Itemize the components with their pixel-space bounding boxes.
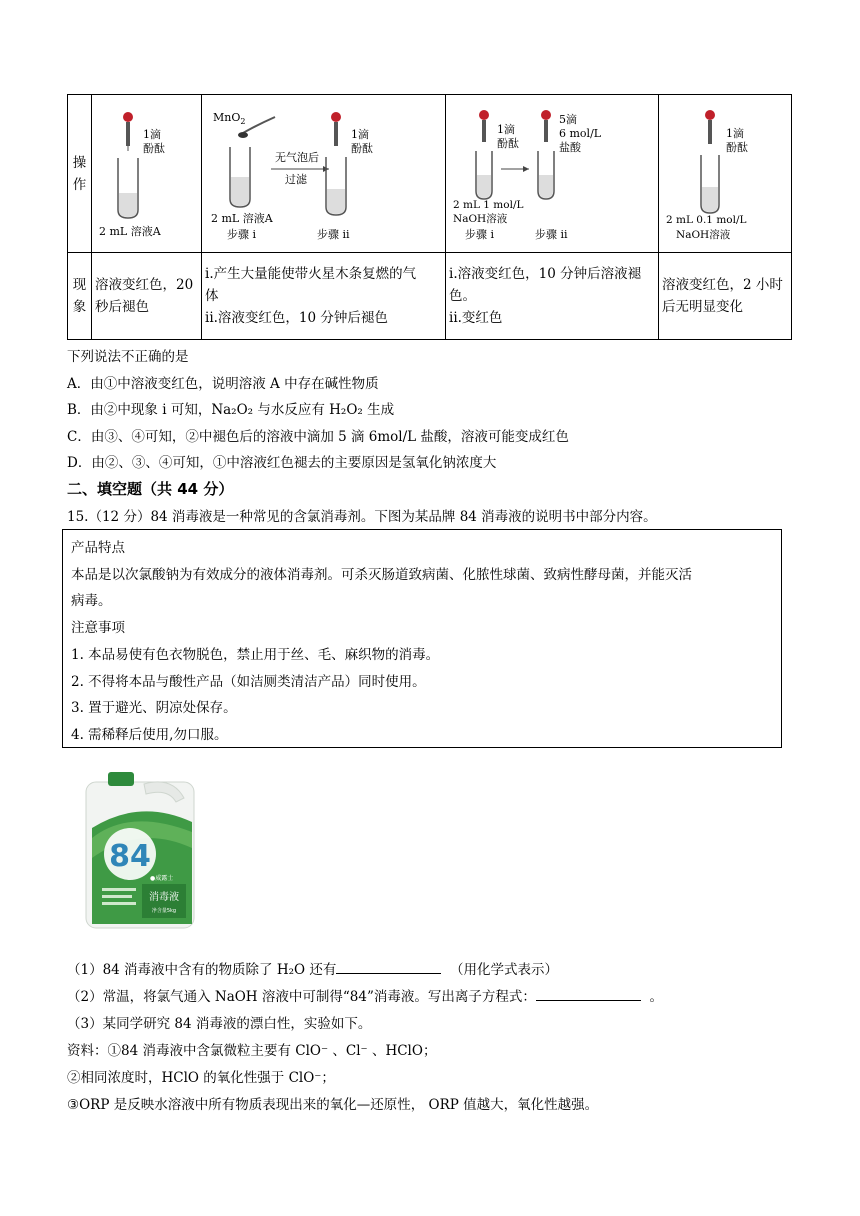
info-note-2: ②相同浓度时，HClO 的氧化性强于 ClO⁻； [67, 1070, 335, 1086]
option-c: C．由③、④可知，②中褪色后的溶液中滴加 5 滴 6mol/L 盐酸，溶液可能变成红色 [67, 429, 569, 445]
svg-text:步骤 ii: 步骤 ii [535, 228, 568, 241]
svg-text:2 mL 溶液A: 2 mL 溶液A [99, 225, 161, 238]
svg-text:酚酞: 酚酞 [351, 142, 373, 155]
svg-text:MnO2: MnO$_2$ [213, 111, 246, 126]
svg-text:步骤 i: 步骤 i [227, 228, 257, 241]
svg-text:净含量5kg: 净含量5kg [151, 908, 177, 914]
info-note-1: 资料：①84 消毒液中含氯微粒主要有 ClO⁻ 、Cl⁻ 、HClO； [67, 1043, 437, 1059]
info-line: 2. 不得将本品与酸性产品（如洁厕类清洁产品）同时使用。 [71, 674, 426, 690]
test-tube-icon [538, 151, 554, 199]
svg-text:无气泡后: 无气泡后 [275, 151, 319, 164]
dropper-icon [123, 112, 133, 151]
option-d: D．由②、③、④可知，①中溶液红色褪去的主要原因是氢氧化钠浓度大 [67, 455, 497, 471]
option-a: A．由①中溶液变红色，说明溶液 A 中存在碱性物质 [67, 376, 379, 392]
svg-text:5滴: 5滴 [559, 113, 577, 126]
svg-text:步骤 ii: 步骤 ii [317, 228, 350, 241]
option-b: B．由②中现象 i 可知，Na₂O₂ 与水反应有 H₂O₂ 生成 [67, 402, 395, 418]
svg-text:酚酞: 酚酞 [497, 137, 519, 150]
test-tube-icon [476, 151, 492, 199]
svg-text:1滴: 1滴 [143, 128, 161, 141]
svg-text:●威露士: ●威露士 [150, 875, 174, 882]
question-2: （2）常温，将氯气通入 NaOH 溶液中可制得“84”消毒液。写出离子方程式： 。 [67, 989, 663, 1005]
svg-text:酚酞: 酚酞 [143, 142, 165, 155]
answer-blank[interactable] [336, 961, 441, 974]
diagram-1-cell [92, 95, 202, 253]
svg-text:NaOH溶液: NaOH溶液 [453, 213, 508, 225]
answer-blank[interactable] [536, 988, 641, 1001]
observation-4: 溶液变红色，2 小时 后无明显变化 [659, 253, 792, 340]
dropper-icon [331, 112, 341, 146]
info-note-3: ③ORP 是反映水溶液中所有物质表现出来的氧化—还原性， ORP 值越大，氧化性越强。 [67, 1097, 599, 1113]
row-label-operation: 操 作 [68, 95, 92, 253]
dropper-icon [479, 110, 489, 142]
info-line: 产品特点 [71, 540, 125, 556]
info-line: 病毒。 [71, 593, 112, 609]
svg-text:1滴: 1滴 [726, 127, 744, 140]
diagram-3 [449, 95, 656, 245]
info-line: 1. 本品易使有色衣物脱色，禁止用于丝、毛、麻织物的消毒。 [71, 647, 440, 663]
svg-text:过滤: 过滤 [285, 173, 307, 186]
svg-text:2 mL 1 mol/L: 2 mL 1 mol/L [453, 199, 524, 211]
svg-text:NaOH溶液: NaOH溶液 [676, 229, 731, 241]
spatula-icon [243, 117, 275, 133]
info-line: 3. 置于避光、阴凉处保存。 [71, 700, 237, 716]
dropper-icon [541, 110, 551, 142]
question-stem: 下列说法不正确的是 [67, 349, 189, 365]
svg-text:2 mL 0.1 mol/L: 2 mL 0.1 mol/L [666, 214, 747, 226]
dropper-icon [705, 110, 715, 144]
test-tube-icon [118, 158, 138, 218]
info-line: 4. 需稀释后使用,勿口服。 [71, 727, 228, 743]
svg-text:消毒液: 消毒液 [149, 892, 179, 903]
svg-text:步骤 i: 步骤 i [465, 228, 495, 241]
observation-2: i.产生大量能使带火星木条复燃的气 体 ii.溶液变红色，10 分钟后褪色 [202, 253, 446, 340]
disinfectant-bottle-image [80, 768, 200, 932]
svg-text:84: 84 [109, 839, 151, 874]
test-tube-icon [230, 147, 250, 207]
svg-text:1滴: 1滴 [351, 128, 369, 141]
diagram-2 [205, 95, 443, 245]
svg-text:6 mol/L: 6 mol/L [559, 127, 602, 140]
svg-text:酚酞: 酚酞 [726, 141, 748, 154]
svg-text:盐酸: 盐酸 [559, 141, 581, 154]
row-label-observation: 现 象 [68, 253, 92, 340]
test-tube-icon [326, 157, 346, 215]
question-1: （1）84 消毒液中含有的物质除了 H₂O 还有 （用化学式表示） [67, 962, 558, 978]
question-15-intro: 15.（12 分）84 消毒液是一种常见的含氯消毒剂。下图为某品牌 84 消毒液的说明书中部分内容。 [67, 509, 657, 525]
test-tube-icon [701, 155, 719, 213]
observation-1: 溶液变红色，20 秒后褪色 [92, 253, 202, 340]
experiment-table [67, 94, 792, 340]
product-info-box [62, 529, 782, 748]
info-line: 注意事项 [71, 620, 125, 636]
diagram-2-cell [202, 95, 446, 253]
svg-text:1滴: 1滴 [497, 123, 515, 136]
diagram-4 [662, 95, 789, 245]
info-line: 本品是以次氯酸钠为有效成分的液体消毒剂。可杀灭肠道致病菌、化脓性球菌、致病性酵母菌，并能灭活 [71, 567, 692, 583]
diagram-3-cell [446, 95, 659, 253]
observation-3: i.溶液变红色，10 分钟后溶液褪 色。 ii.变红色 [446, 253, 659, 340]
diagram-4-cell [659, 95, 792, 253]
svg-text:2 mL 溶液A: 2 mL 溶液A [211, 212, 273, 225]
question-3: （3）某同学研究 84 消毒液的漂白性，实验如下。 [67, 1016, 372, 1032]
diagram-1 [95, 95, 199, 245]
section-title: 二、填空题（共 44 分） [67, 480, 234, 498]
